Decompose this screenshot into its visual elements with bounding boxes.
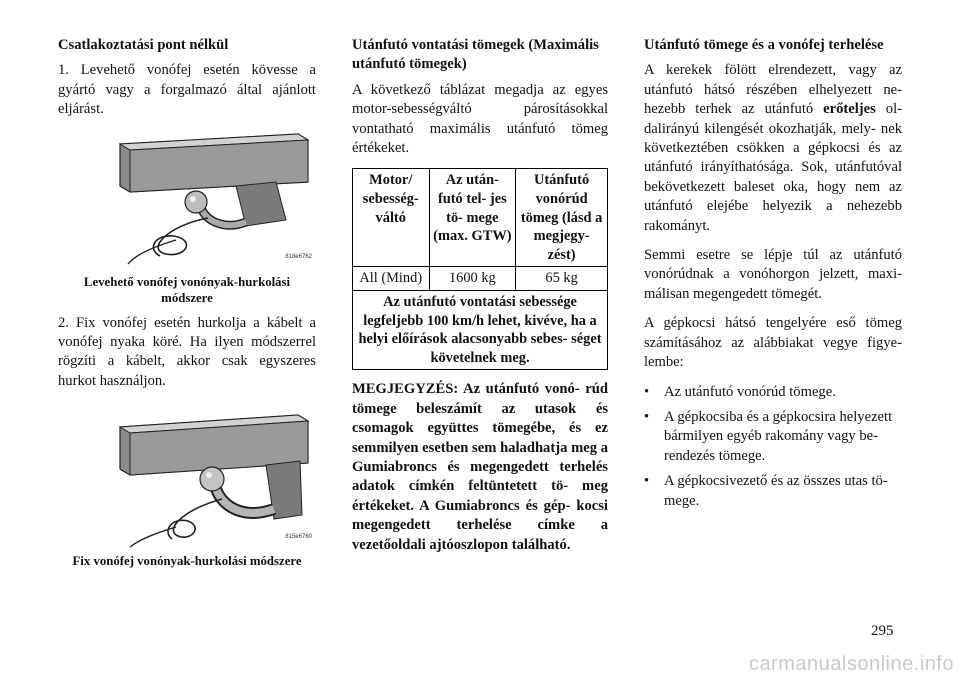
table-header-cell: Motor/ sebesség- váltó: [353, 169, 430, 267]
page-number: 295: [871, 623, 894, 639]
figure-caption: Levehető vonófej vonónyak-hurkolási módszere: [83, 274, 291, 305]
paragraph-tongue-weight: Semmi esetre se lépje túl az utánfutó vonórúdnak a vonóhorgon jelzett, maxi- málisan megengedett tömegét.: [644, 247, 902, 302]
paragraph-axle-weight: A gépkocsi hátsó tengelyére eső tömeg számításához az alábbiakat vegye figye- lembe:: [644, 315, 902, 371]
paragraph-load-distribution: [644, 61, 902, 236]
figure-removable-hitch: [116, 130, 314, 270]
section-heading: Utánfutó vontatási tömegek (Maximális utánfutó tömegek): [352, 37, 599, 73]
middle-column: [352, 36, 608, 565]
removable-hitch-illustration: [116, 130, 314, 270]
left-column: [58, 36, 316, 577]
figure-code: 815e6760: [285, 533, 312, 540]
table-footer-row: [353, 291, 608, 370]
paragraph-fixed-hitch: 2. Fix vonófej esetén hurkolja a kábelt a vonófej nyaka köré. Ha ilyen módszerrel rögzíti a kábelt, akkor csak egyszeres hurkot használjon.: [58, 314, 316, 389]
section-heading: Csatlakoztatási pont nélkül: [58, 37, 229, 53]
table-header-row: [353, 169, 608, 267]
bullet-list: [644, 383, 902, 511]
paragraph-removable-hitch: 1. Levehető vonófej esetén kövesse a gyártó vagy a forgalmazó által ajánlott eljárást.: [58, 62, 316, 118]
list-item: • A gépkocsiba és a gépkocsira helyezett bármilyen egyéb rakomány vagy be- rendezés tömege.: [644, 408, 902, 466]
table-cell: 1600 kg: [429, 267, 516, 291]
right-column: [644, 36, 902, 517]
figure-fixed-hitch: [116, 409, 314, 549]
section-heading: Utánfutó tömege és a vonófej terhelése: [644, 37, 884, 53]
table-row: [353, 267, 608, 291]
fixed-hitch-illustration: [116, 409, 314, 549]
bold-text: erőteljes: [823, 101, 876, 118]
towing-weights-table: [352, 168, 608, 370]
figure-caption: Fix vonófej vonónyak-hurkolási módszere: [72, 554, 302, 569]
text-run: ol- dalirányú kilengését okozhatják, mely- nek következtében csökken a gépkocsi és az utánfutó irányíthatósága. Sok, utánfutóval bekövetkezett baleset oka, hogy nem az utánfutó elejébe helyezik a nehezebb rakományt.: [644, 101, 902, 234]
figure-code: 818e6762: [285, 254, 312, 261]
list-item: • A gépkocsivezető és az összes utas tö- mege.: [644, 472, 902, 511]
list-item: • Az utánfutó vonórúd tömege.: [644, 383, 902, 402]
table-footer-note: Az utánfutó vontatási sebessége legfeljebb 100 km/h lehet, kivéve, ha a helyi előírások alacsonyabb sebes- séget követelnek meg.: [353, 291, 608, 370]
table-header-cell: Az után- futó tel- jes tö- mege (max. GTW): [429, 169, 516, 267]
table-cell: All (Mind): [353, 267, 430, 291]
watermark: carmanualsonline.info: [748, 653, 954, 675]
text-run: A kerekek fölött elrendezett, vagy az utánfutó hátsó részében elhelyezett ne- hezebb terhek az utánfutó: [644, 62, 902, 118]
paragraph-intro: A következő táblázat megadja az egyes motor-sebességváltó párosításokkal vontatható maximális utánfutó tömeg értékeket.: [352, 81, 608, 157]
note-paragraph: MEGJEGYZÉS: Az utánfutó vonó- rúd tömege beleszámít az utasok és csomagok együttes tömegébe, és ez semmilyen esetben sem haladhatja meg a Gumiabroncs és megengedett terhelés adatok címkén feltüntetett tö- meg értékeket. A Gumiabroncs és gép- kocsi megengedett terhelése címke a vezetőoldali ajtóoszlopon található.: [352, 381, 608, 553]
table-cell: 65 kg: [516, 267, 608, 291]
table-header-cell: Utánfutó vonórúd tömeg (lásd a megjegy- zést): [516, 169, 608, 267]
